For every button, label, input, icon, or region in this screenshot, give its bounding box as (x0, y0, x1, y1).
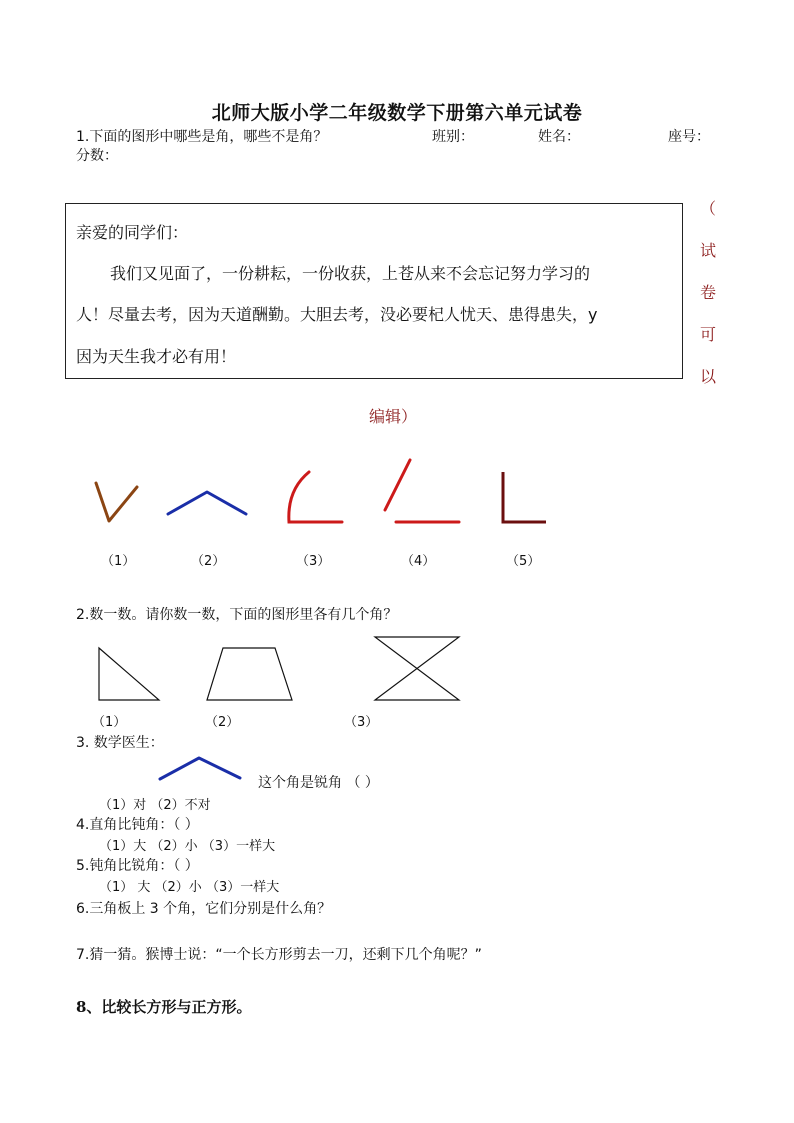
q3-angle-figure (160, 758, 240, 779)
figure-5-label: （5） (506, 554, 541, 569)
q2-trapezoid (207, 648, 292, 700)
figure-4-slanted-line (385, 460, 410, 510)
seat-label: 座号： (668, 129, 710, 145)
question-6-text: 6.三角板上 3 个角，它们分别是什么角？ (76, 901, 332, 917)
q2-figure-3-label: （3） (344, 715, 379, 730)
q2-figure-1-label: （1） (92, 715, 127, 730)
score-label: 分数： (76, 148, 118, 164)
side-note-char-4: 可 (700, 325, 717, 344)
question-7-text: 7.猜一猜。猴博士说：“一个长方形剪去一刀，还剩下几个角呢？” (76, 947, 482, 963)
figure-2-label: （2） (191, 554, 226, 569)
question-4-options: （1）大 （2）小 （3）一样大 (99, 839, 276, 854)
question-3-options: （1）对 （2）不对 (99, 798, 211, 813)
letter-line-3: 因为天生我才必有用！ (76, 347, 237, 366)
figure-3-curve (289, 472, 342, 522)
q2-triangle (99, 648, 159, 700)
figure-3-label: （3） (296, 554, 331, 569)
question-4-text: 4.直角比钝角：（ ） (76, 817, 199, 833)
letter-greeting: 亲爱的同学们： (76, 223, 189, 242)
question-3-statement: 这个角是锐角 （ ） (258, 775, 379, 791)
question-5-options: （1） 大 （2）小 （3）一样大 (99, 880, 280, 895)
side-note-char-5: 以 (700, 367, 717, 386)
question-5-text: 5.钝角比锐角：（ ） (76, 858, 199, 874)
name-label: 姓名： (538, 129, 580, 145)
side-note-char-1: （ (700, 199, 717, 218)
figure-2-angle (168, 492, 246, 514)
q2-bowtie (375, 637, 459, 700)
question-3-text: 3. 数学医生： (76, 735, 164, 751)
class-label: 班别： (432, 129, 474, 145)
figure-5-right-angle (503, 472, 546, 522)
side-note-char-3: 卷 (700, 283, 717, 302)
figure-1-label: （1） (101, 554, 136, 569)
q2-figure-2-label: （2） (205, 715, 240, 730)
side-note-char-2: 试 (700, 241, 717, 260)
letter-line-2: 人！尽量去考，因为天道酬勤。大胆去考，没必要杞人忧天、患得患失，y (76, 305, 598, 324)
page-title: 北师大版小学二年级数学下册第六单元试卷 (211, 102, 583, 124)
side-note-tail: 编辑） (369, 407, 418, 426)
question-2-text: 2.数一数。请你数一数，下面的图形里各有几个角？ (76, 607, 398, 623)
figure-4-label: （4） (401, 554, 436, 569)
question-1-text: 1.下面的图形中哪些是角，哪些不是角？ (76, 129, 328, 145)
question-8-text: 8、比较长方形与正方形。 (76, 998, 252, 1016)
figure-1-angle (96, 483, 137, 521)
letter-line-1: 我们又见面了，一份耕耘，一份收获，上苍从来不会忘记努力学习的 (110, 264, 591, 283)
